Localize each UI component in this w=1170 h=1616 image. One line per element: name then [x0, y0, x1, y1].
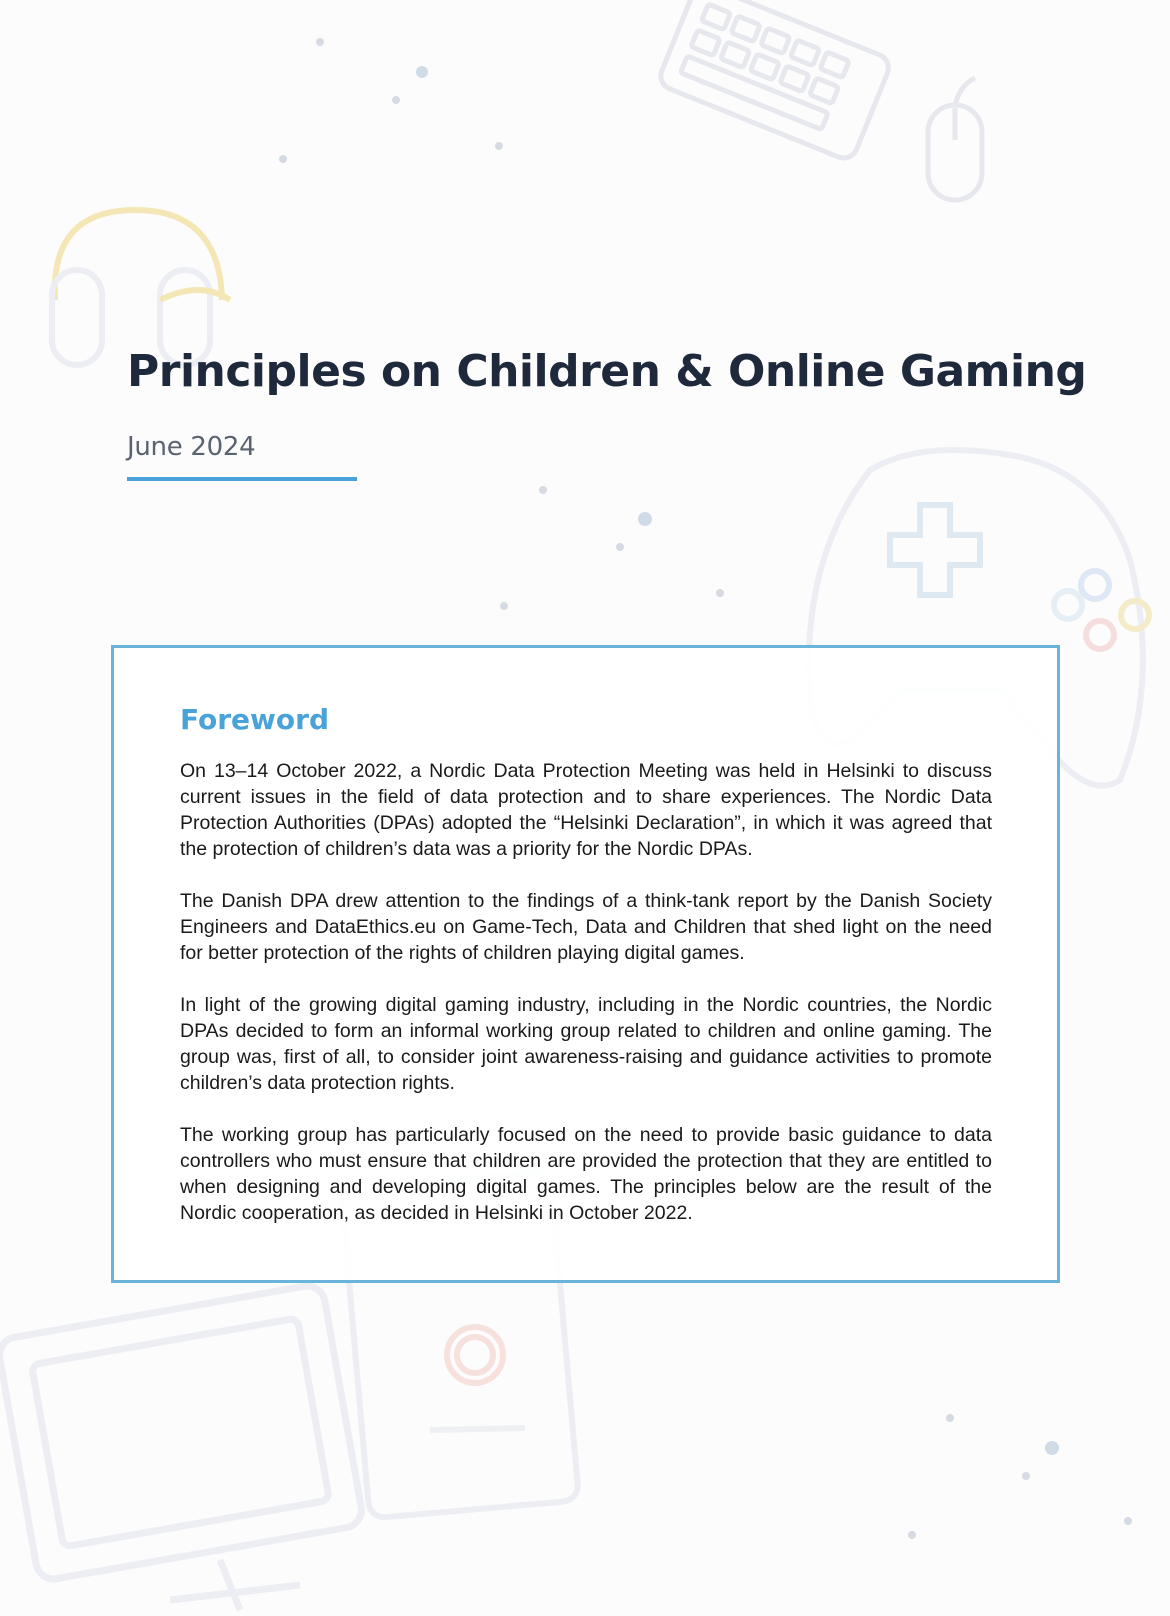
- document-title: Principles on Children & Online Gaming: [127, 346, 1087, 397]
- foreword-box: [111, 645, 1060, 1283]
- publication-date: June 2024: [127, 432, 256, 462]
- foreword-paragraph: In light of the growing digital gaming industry, including in the Nordic countries, the Nordic DPAs decided to form an informal working group related to children and online gaming. The group was, first of all, to consider joint awareness-raising and guidance activities to promote children’s data protection rights.: [180, 994, 992, 1094]
- date-underline: [127, 477, 357, 481]
- monitor-icon: [0, 1283, 364, 1610]
- foreword-body: [180, 758, 992, 1252]
- foreword-heading: Foreword: [180, 703, 329, 736]
- foreword-paragraph: The Danish DPA drew attention to the findings of a think-tank report by the Danish Society Engineers and DataEthics.eu on Game-Tech, Data and Children that shed light on the need for better protection of the rights of children playing digital games.: [180, 890, 992, 964]
- headphones-icon: [52, 210, 230, 365]
- foreword-paragraph: On 13–14 October 2022, a Nordic Data Protection Meeting was held in Helsinki to discuss current issues in the field of data protection and to share experiences. The Nordic Data Protection Authorities (DPAs) adopted the “Helsinki Declaration”, in which it was agreed that the protection of children’s data was a priority for the Nordic DPAs.: [180, 760, 992, 860]
- foreword-paragraph: The working group has particularly focused on the need to provide basic guidance to data controllers who must ensure that children are provided the protection that they are entitled to when designing and developing digital games. The principles below are the result of the Nordic cooperation, as decided in Helsinki in October 2022.: [180, 1124, 992, 1224]
- mouse-icon: [928, 78, 982, 200]
- keyboard-icon: [657, 0, 893, 162]
